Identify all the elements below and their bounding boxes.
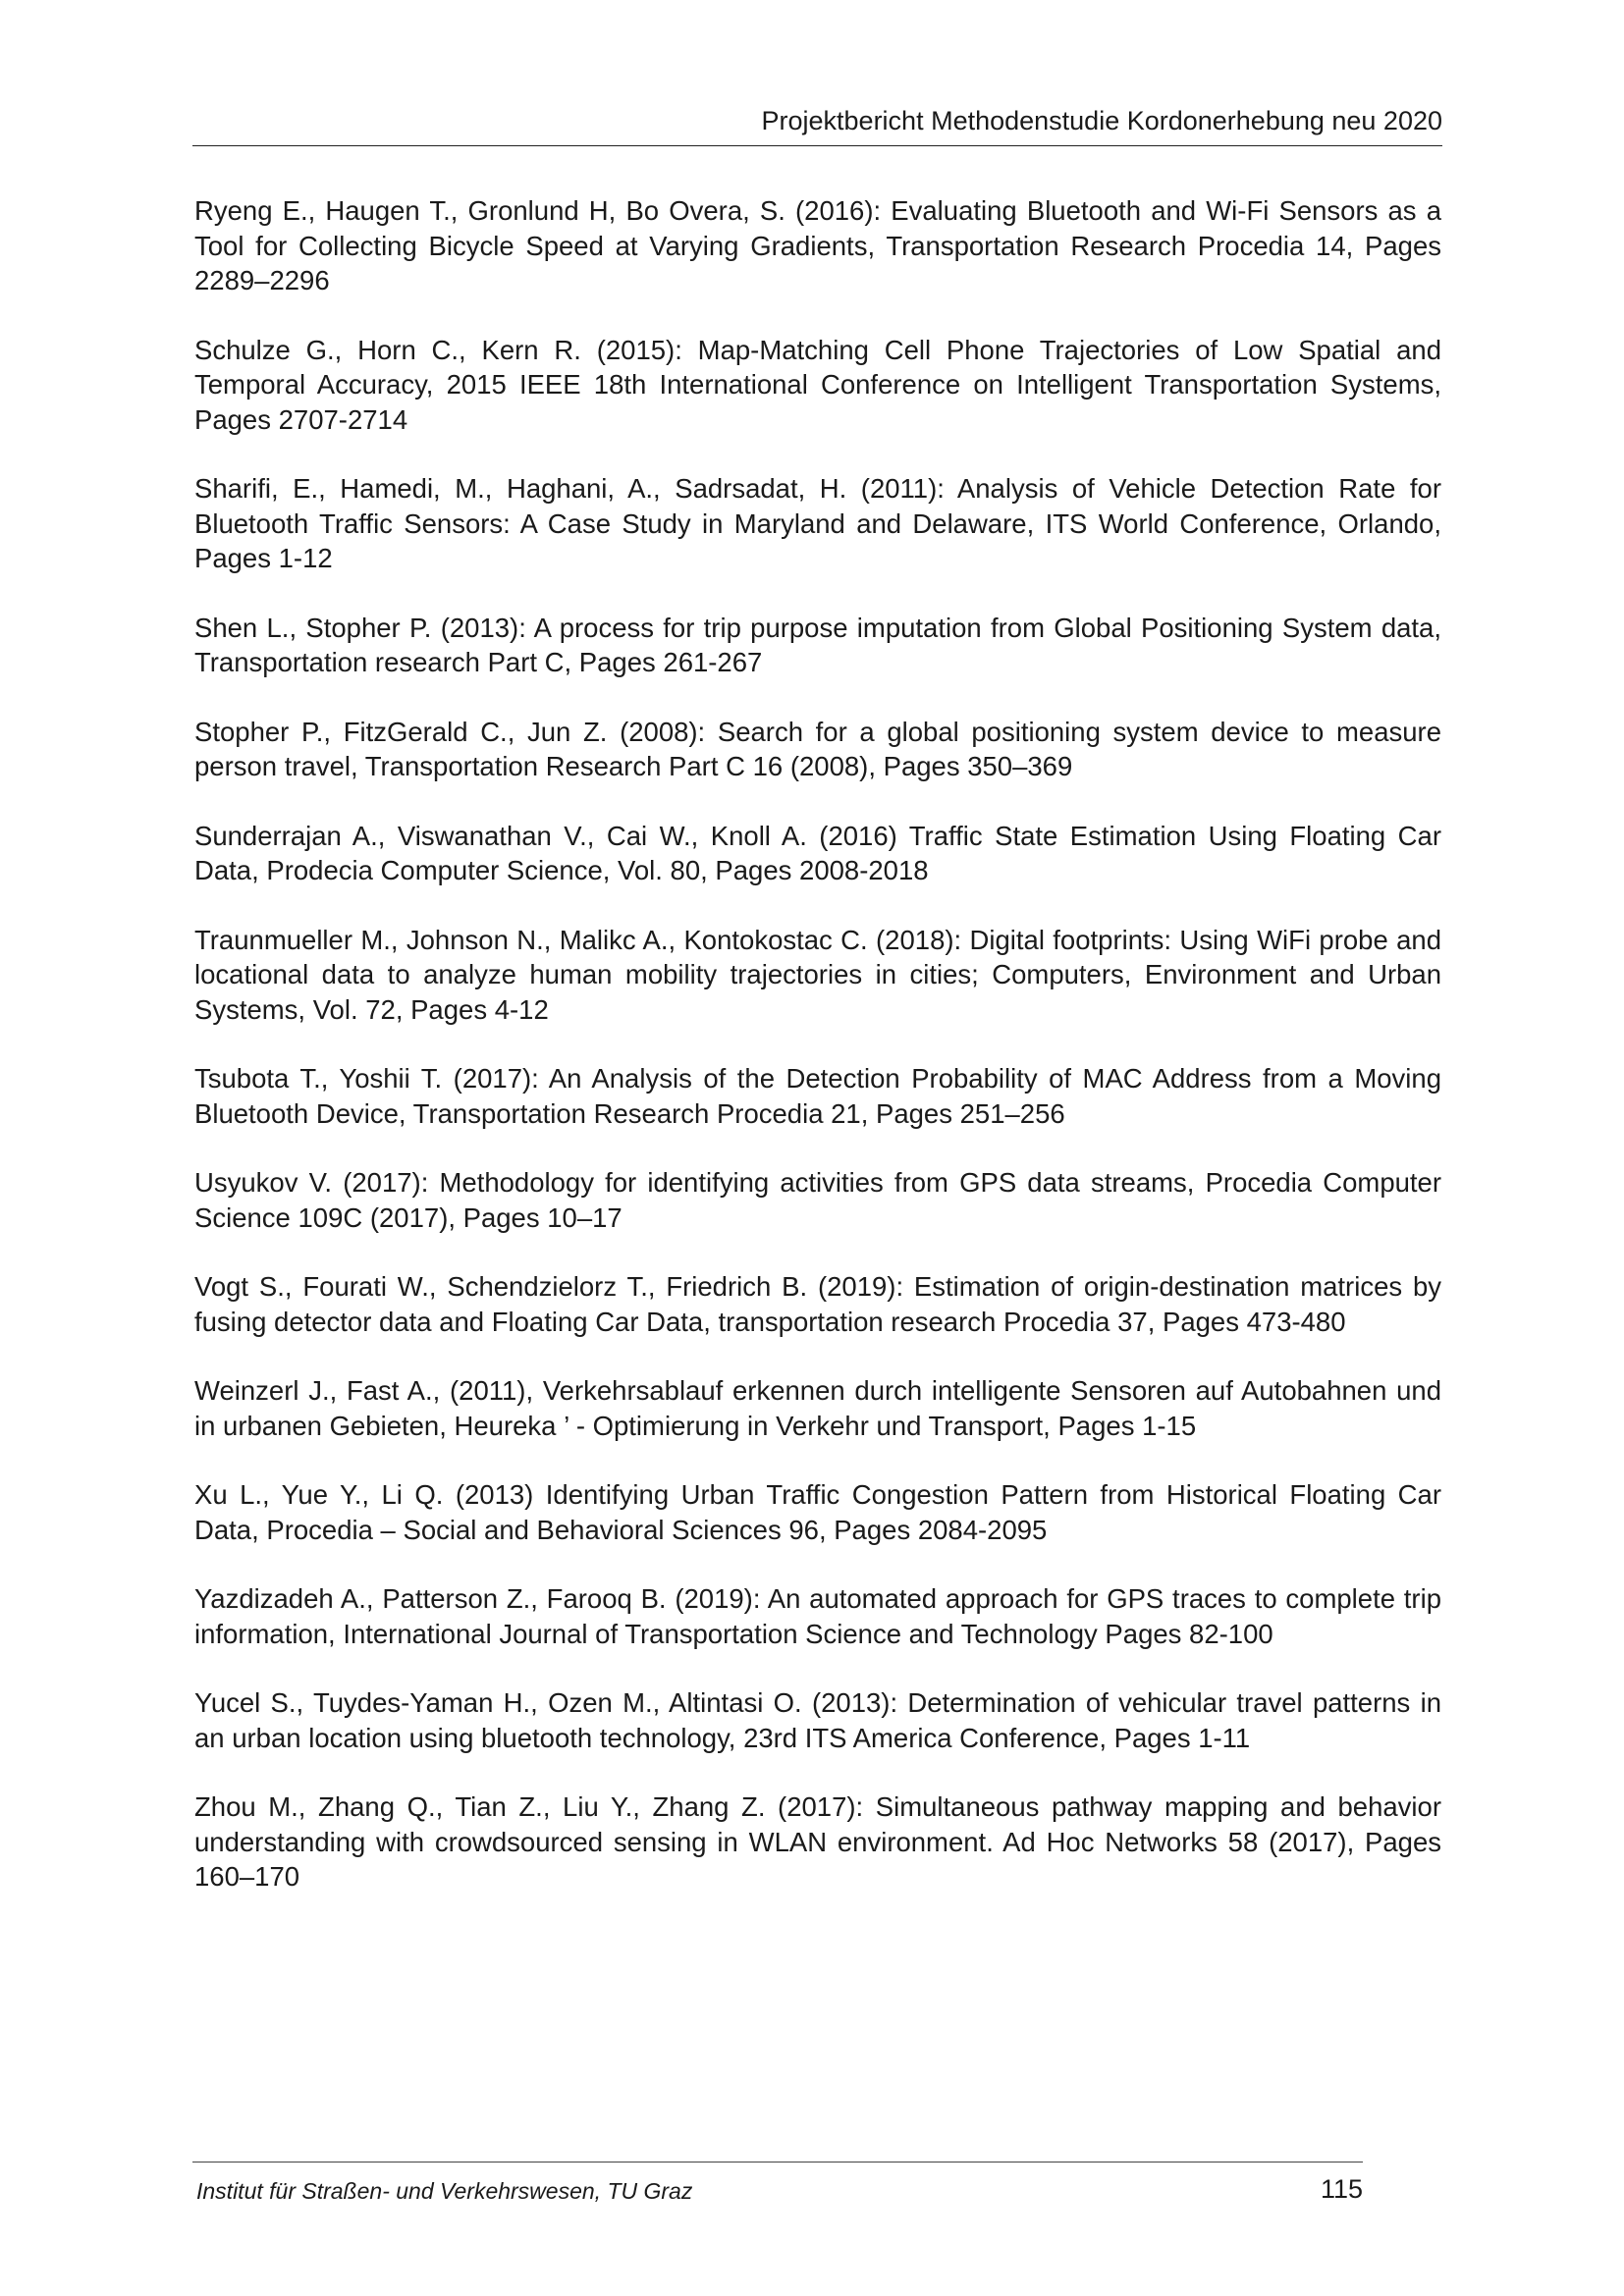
reference-entry: Vogt S., Fourati W., Schendzielorz T., Friedrich B. (2019): Estimation of origin-destination matrices by fusing detector data and Floating Car Data, transportation research Procedia 37, Pages 473-480 bbox=[194, 1271, 1441, 1337]
reference-entry: Usyukov V. (2017): Methodology for identifying activities from GPS data streams, Procedia Computer Science 109C (2017), Pages 10–17 bbox=[194, 1167, 1441, 1233]
reference-entry: Shen L., Stopher P. (2013): A process for trip purpose imputation from Global Positioning System data, Transportation research Part C, Pages 261-267 bbox=[194, 612, 1441, 677]
reference-entry: Yucel S., Tuydes-Yaman H., Ozen M., Altintasi O. (2013): Determination of vehicular travel patterns in an urban location using bluetooth technology, 23rd ITS America Conference, Pages 1-11 bbox=[194, 1687, 1441, 1753]
reference-entry: Zhou M., Zhang Q., Tian Z., Liu Y., Zhang Z. (2017): Simultaneous pathway mapping and behavior understanding with crowdsourced sensing in WLAN environment. Ad Hoc Networks 58 (2017), Pages 160–170 bbox=[194, 1791, 1441, 1892]
reference-list bbox=[194, 193, 1441, 1929]
page-number: 115 bbox=[1320, 2174, 1363, 2204]
page-footer bbox=[192, 2162, 1363, 2204]
reference-entry: Ryeng E., Haugen T., Gronlund H, Bo Overa, S. (2016): Evaluating Bluetooth and Wi-Fi Sensors as a Tool for Collecting Bicycle Speed at Varying Gradients, Transportation Research Procedia 14, Pages 2289–2296 bbox=[194, 195, 1441, 295]
footer-institute: Institut für Straßen- und Verkehrswesen, TU Graz bbox=[196, 2178, 693, 2204]
reference-entry: Sunderrajan A., Viswanathan V., Cai W., Knoll A. (2016) Traffic State Estimation Using Floating Car Data, Prodecia Computer Science, Vol. 80, Pages 2008-2018 bbox=[194, 820, 1441, 885]
reference-entry: Tsubota T., Yoshii T. (2017): An Analysis of the Detection Probability of MAC Address from a Moving Bluetooth Device, Transportation Research Procedia 21, Pages 251–256 bbox=[194, 1063, 1441, 1129]
reference-entry: Weinzerl J., Fast A., (2011), Verkehrsablauf erkennen durch intelligente Sensoren auf Autobahnen und in urbanen Gebieten, Heureka ’ - Optimierung in Verkehr und Transport, Pages 1-15 bbox=[194, 1375, 1441, 1441]
reference-entry: Xu L., Yue Y., Li Q. (2013) Identifying Urban Traffic Congestion Pattern from Historical Floating Car Data, Procedia – Social and Behavioral Sciences 96, Pages 2084-2095 bbox=[194, 1479, 1441, 1545]
reference-entry: Sharifi, E., Hamedi, M., Haghani, A., Sadrsadat, H. (2011): Analysis of Vehicle Detection Rate for Bluetooth Traffic Sensors: A Case Study in Maryland and Delaware, ITS World Conference, Orlando, Pages 1-12 bbox=[194, 473, 1441, 573]
reference-entry: Stopher P., FitzGerald C., Jun Z. (2008): Search for a global positioning system device to measure person travel, Transportation Research Part C 16 (2008), Pages 350–369 bbox=[194, 716, 1441, 781]
reference-entry: Yazdizadeh A., Patterson Z., Farooq B. (2019): An automated approach for GPS traces to complete trip information, International Journal of Transportation Science and Technology Pages 82-100 bbox=[194, 1583, 1441, 1649]
header-title: Projektbericht Methodenstudie Kordonerhebung neu 2020 bbox=[761, 106, 1442, 135]
reference-entry: Schulze G., Horn C., Kern R. (2015): Map-Matching Cell Phone Trajectories of Low Spatial and Temporal Accuracy, 2015 IEEE 18th International Conference on Intelligent Transportation Systems, Pages 2707-2714 bbox=[194, 334, 1441, 435]
reference-entry: Traunmueller M., Johnson N., Malikc A., Kontokostac C. (2018): Digital footprints: Using WiFi probe and locational data to analyze human mobility trajectories in cities; Computers, Environment and Urban Systems, Vol. 72, Pages 4-12 bbox=[194, 924, 1441, 1025]
page-header bbox=[192, 102, 1442, 146]
